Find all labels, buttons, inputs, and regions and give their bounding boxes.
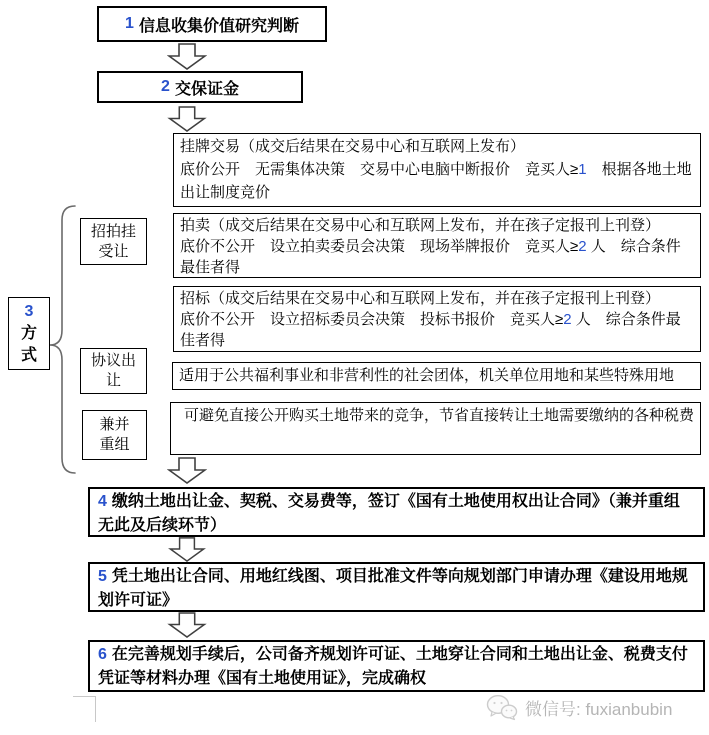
step4-number: 4 [98, 493, 107, 510]
bid-auction-listing-line2: 受让 [98, 242, 129, 260]
negotiation-box [172, 362, 701, 390]
watermark [486, 691, 672, 723]
step1-box [97, 6, 327, 42]
watermark-label: 微信号: fuxianbubin [525, 699, 673, 719]
step2-label: 交保证金 [174, 80, 239, 98]
auction-min-bidders: 2 [578, 238, 587, 255]
down-arrow-icon [167, 612, 207, 638]
bid-auction-listing-label-box [80, 218, 147, 265]
tender-min-bidders: 2 [563, 311, 572, 328]
bid-auction-listing-line1: 招拍挂 [90, 222, 136, 240]
listing-line2: 底价公开 无需集体决策 交易中心电脑中断报价 竞买人≥1 根据各地土地出让制度竞价 [180, 161, 692, 201]
methods-label-line1: 方 [20, 324, 37, 342]
step5-label: 凭土地出让合同、用地红线图、项目批准文件等向规划部门申请办理《建设用地规划许可证》 [98, 568, 688, 609]
step6-number: 6 [98, 646, 107, 663]
down-arrow-icon [167, 43, 207, 70]
step2-box [97, 71, 303, 103]
step6-box [88, 640, 705, 692]
down-arrow-icon [167, 537, 207, 562]
step6-label: 在完善规划手续后，公司备齐规划许可证、土地穿让合同和土地出让金、税费支付凭证等材料办理《国有土地使用证》，完成确权 [98, 646, 688, 687]
merger-box [170, 402, 701, 455]
step2-number: 2 [161, 78, 170, 95]
merger-reorg-line1: 兼并 [99, 416, 130, 433]
auction-line1: 拍卖（成交后结果在交易中心和互联网上发布，并在孩子定报刊上刊登） [180, 217, 661, 234]
step4-label: 缴纳土地出让金、契税、交易费等，签订《国有土地使用权出让合同》（兼并重组无此及后续环节） [98, 493, 680, 534]
faint-line-vertical [95, 696, 96, 722]
tender-box [173, 286, 701, 352]
merger-text: 可避免直接公开购买土地带来的竞争，节省直接转让土地需要缴纳的各种税费 [184, 407, 695, 424]
wechat-icon [486, 694, 518, 721]
step1-number: 1 [125, 15, 134, 32]
listing-line1: 挂牌交易（成交后结果在交易中心和互联网上发布） [180, 138, 526, 155]
negotiated-transfer-line2: 让 [105, 372, 121, 389]
negotiation-text: 适用于公共福利事业和非营利性的社会团体，机关单位用地和某些特殊用地 [179, 367, 675, 384]
merger-reorg-line2: 重组 [99, 436, 130, 453]
methods-number: 3 [24, 302, 34, 320]
negotiated-transfer-label-box [80, 348, 147, 394]
auction-line2: 底价不公开 设立拍卖委员会决策 现场举牌报价 竞买人≥2 人 综合条件最佳者得 [180, 238, 681, 276]
down-arrow-icon [167, 106, 207, 132]
tender-line1: 招标（成交后结果在交易中心和互联网上发布，并在孩子定报刊上刊登） [180, 290, 661, 307]
step5-number: 5 [98, 568, 107, 585]
negotiated-transfer-line1: 协议出 [90, 352, 136, 369]
methods-label-line2: 式 [20, 346, 37, 364]
down-arrow-icon [167, 457, 207, 484]
listing-box [173, 133, 701, 207]
step4-box [88, 487, 705, 537]
faint-line-horizontal [73, 696, 96, 697]
tender-line2: 底价不公开 设立招标委员会决策 投标书报价 竞买人≥2 人 综合条件最佳者得 [180, 311, 681, 349]
listing-min-bidders: 1 [578, 161, 587, 178]
curly-brace [44, 200, 80, 480]
auction-box [173, 213, 701, 278]
step5-box [88, 562, 705, 612]
step1-label: 信息收集价值研究判断 [138, 17, 299, 35]
merger-reorg-label-box [82, 410, 147, 460]
